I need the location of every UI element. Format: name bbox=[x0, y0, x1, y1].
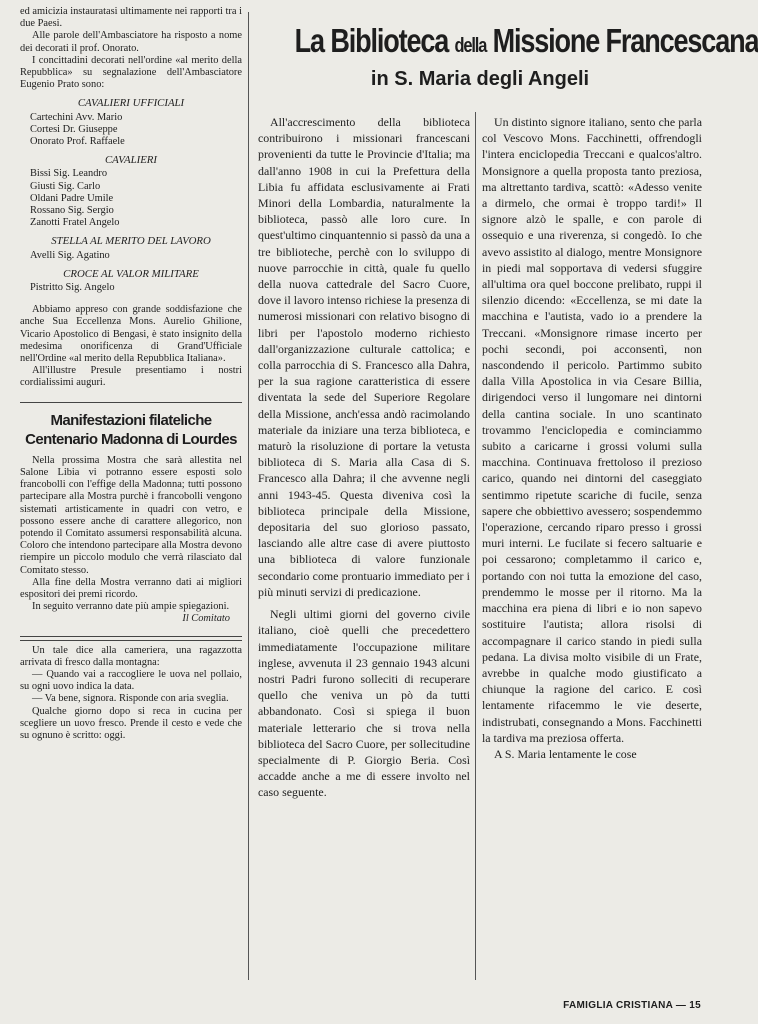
middle-column bbox=[258, 114, 470, 801]
honoree: Avelli Sig. Agatino bbox=[30, 249, 110, 261]
honoree-list bbox=[30, 250, 242, 262]
honoree: Giusti Sig. Carlo bbox=[30, 180, 101, 192]
paragraph: I concittadini decorati nell'ordine «al merito della Repubblica» su segnalazione dell'Ambasciatore Eugenio Prato sono: bbox=[20, 54, 242, 91]
section-divider bbox=[20, 402, 242, 403]
honoree: Rossano Sig. Sergio bbox=[30, 205, 114, 217]
honoree: Cartechini Avv. Mario bbox=[30, 111, 123, 123]
paragraph: Qualche giorno dopo si reca in cucina per scegliere un uovo fresco. Prende il cesto e vede che su ognuno è scritto: oggi. bbox=[20, 705, 242, 741]
paragraph: Un tale dice alla cameriera, una ragazzotta arrivata di fresco dalla montagna: bbox=[20, 644, 242, 668]
filatelia-subtitle: Centenario Madonna di Lourdes bbox=[25, 430, 237, 448]
paragraph: — Va bene, signora. Risponde con aria sveglia. bbox=[32, 693, 229, 705]
paragraph: Abbiamo appreso con grande soddisfazione che anche Sua Eccellenza Mons. Aurelio Ghilione, Vicario Apostolico di Bengasi, è stato insignito della medesima onorificenza di Grand'Ufficiale nell'Ordine «al merito della Repubblica Italiana». bbox=[20, 304, 242, 365]
article-header bbox=[254, 22, 758, 93]
honoree: Onorato Prof. Raffaele bbox=[30, 136, 125, 148]
title-part: Missione Francescana bbox=[492, 22, 758, 59]
paragraph: All'illustre Presule presentiamo i nostri cordialissimi auguri. bbox=[20, 365, 242, 389]
honoree: Oldani Padre Umile bbox=[30, 192, 114, 204]
honoree-list bbox=[30, 282, 242, 294]
honoree: Cortesi Dr. Giuseppe bbox=[30, 123, 118, 135]
title-part: La Biblioteca bbox=[294, 22, 449, 59]
paragraph: Nella prossima Mostra che sarà allestita nel Salone Libia vi potranno essere esposti solo francobolli con l'effige della Madonna; tutti possono partecipare alla Mostra purchè i francobolli vengono sistemati artisticamente in quadri con vetro, e possono essere anche di carattere allegorico, non potendo il Comitato assumersi responsabilità alcuna. Coloro che intendono partecipare alla Mostra devono riempire un piccolo modulo che verrà rilasciato dal Comitato stesso. bbox=[20, 454, 242, 576]
paragraph: Alla fine della Mostra verranno dati ai migliori espositori dei premi ricordo. bbox=[20, 576, 242, 600]
paragraph: A S. Maria lentamente le cose bbox=[494, 746, 637, 761]
honor-heading: CAVALIERI bbox=[104, 154, 158, 167]
column-rule-right bbox=[475, 112, 476, 980]
honoree-list bbox=[30, 168, 242, 229]
honoree: Pistritto Sig. Angelo bbox=[30, 282, 115, 294]
paragraph: Un distinto signore italiano, sento che parla col Vescovo Mons. Facchinetti, offrendogli l'intera enciclopedia Treccani e qualcos'altro. Monsignore a quella proposta tanto preziosa, ma altrettanto tardiva, scattò: «Adesso venite a dirmelo, che ormai è troppo tardi!» Il signore alzò le spalle, e con parole di ossequio e una riverenza, si congedò. Io che avevo assistito al dialogo, mentre Monsignore in piedi mal sopportava di vedersi sfuggire all'ultima ora quel boccone prelibato, ruppi il silenzio dicendo: «Eccellenza, se mi date la macchina e l'autista, vado io a prendere la Treccani. «Monsignore rimase incerto per pochi secondi, poi acconsentì, non nascondendo il pericolo. Partimmo subito dalla Villa Apostolica in via Cesare Billia, dirigendoci verso il lungomare nei dintorni della cantina sociale. In uno scantinato trovammo l'enciclopedia e cominciammo subito a caricarne i grossi volumi sulla macchina. Continuava frettoloso il prezioso carico, quando nei dintorni del caseggiato sentimmo ripetute scariche di fucile, senza sapere che obbiettivo avessero; sospendemmo l'operazione, cercando riparo presso i grossi muri interni. Le fucilate si fecero saltuarie e poi cessarono; completammo il carico e, portando con noi tutta la emozione del caso, prendemmo le mosse per il ritorno. Ma la macchina era piena di libri e io non sapevo sostituire l'autista; allora risolsi di accompagnare il carico stando in piedi sulla pedana. La divisa molto visibile di un Frate, avrebbe in qualche modo giustificato a chiunque la ragione del carico. E così lentamente rifacemmo le vie deserte, indistrubati, consegnando a Mons. Facchinetti la tardiva ma preziosa offerta. bbox=[482, 115, 702, 745]
honor-heading: CROCE AL VALOR MILITARE bbox=[63, 267, 199, 280]
honoree: Bissi Sig. Leandro bbox=[30, 168, 108, 180]
honoree: Zanotti Fratel Angelo bbox=[30, 217, 120, 229]
filatelia-heading bbox=[20, 411, 242, 449]
section-divider bbox=[20, 636, 242, 641]
honoree-list bbox=[30, 112, 242, 149]
paragraph: In seguito verranno date più ampie spiegazioni. bbox=[32, 601, 230, 613]
title-part: della bbox=[454, 35, 487, 57]
paragraph: All'accrescimento della biblioteca contribuirono i missionari francescani provenienti da tutte le Provincie d'Italia; ma dall'anno 1908 in cui la Prefettura della Libia fu affidata esclusivamente ai Frati Minori della Lombardia, naturalmente la biblioteca, passò alle loro cure. In quest'ultimo cinquantennio si passò da una a tre biblioteche, perchè con lo sviluppo di nuove parrocchie in città, quale fu quello della nuova cattedrale del Sacro Cuore, dove il lavoro intenso richiese la presenza di numerosi missionari con relativo bisogno di libri per l'apostolo moderno richiesto dall'organizzazione culturale cattolica; e colla parrocchia di S. Francesco alla Dahra, per la sua ragione caratteristica di essere diventata la sede del Superiore Regolare della Missione, anch'essa andò racimolando materiale da iniziare una terza biblioteca, e maturò la risoluzione di portare la vetusta biblioteca di S. Maria alla Casa di S. Francesco alla Dahra; il che avvenne negli anni 1943-45. Questa diveniva così la biblioteca principale della Missione, depositaria del suo glorioso passato, lasciando alle altre case di avere piuttosto una biblioteca di valore funzionale secondario come prontuario immediato per i più minuti servizi di predicazione. bbox=[258, 115, 470, 599]
column-rule-left bbox=[248, 12, 249, 980]
right-column bbox=[482, 114, 702, 762]
filatelia-title: Manifestazioni filateliche bbox=[50, 411, 212, 429]
signature: Il Comitato bbox=[182, 613, 230, 625]
honor-heading: STELLA AL MERITO DEL LAVORO bbox=[51, 235, 211, 248]
article-subtitle: in S. Maria degli Angeli bbox=[370, 68, 590, 90]
paragraph: Negli ultimi giorni del governo civile italiano, cioè quelli che precedettero immediatamente l'occupazione militare inglese, avvenuta il 23 gennaio 1943 alcuni nostri Padri furono solleciti di recuperare quello che veniva un pò da tutti abbandonato. Così si spiega il buon materiale letterario che si trova nella biblioteca del Sacro Cuore, per sollecitudine specialmente di P. Giorgio Beria. Così accadde anche a me di essere involto nel caso seguente. bbox=[258, 607, 470, 800]
page-footer: FAMIGLIA CRISTIANA — 15 bbox=[563, 1000, 701, 1011]
paragraph: ed amicizia instauratasi ultimamente nei rapporti tra i due Paesi. bbox=[20, 6, 242, 30]
paragraph: — Quando vai a raccogliere le uova nel pollaio, su ogni uovo indica la data. bbox=[20, 668, 242, 693]
paragraph: Alle parole dell'Ambasciatore ha risposto a nome dei decorati il prof. Onorato. bbox=[20, 30, 242, 54]
article-title bbox=[294, 22, 758, 65]
honor-heading: CAVALIERI UFFICIALI bbox=[77, 97, 185, 110]
left-column bbox=[20, 6, 242, 742]
